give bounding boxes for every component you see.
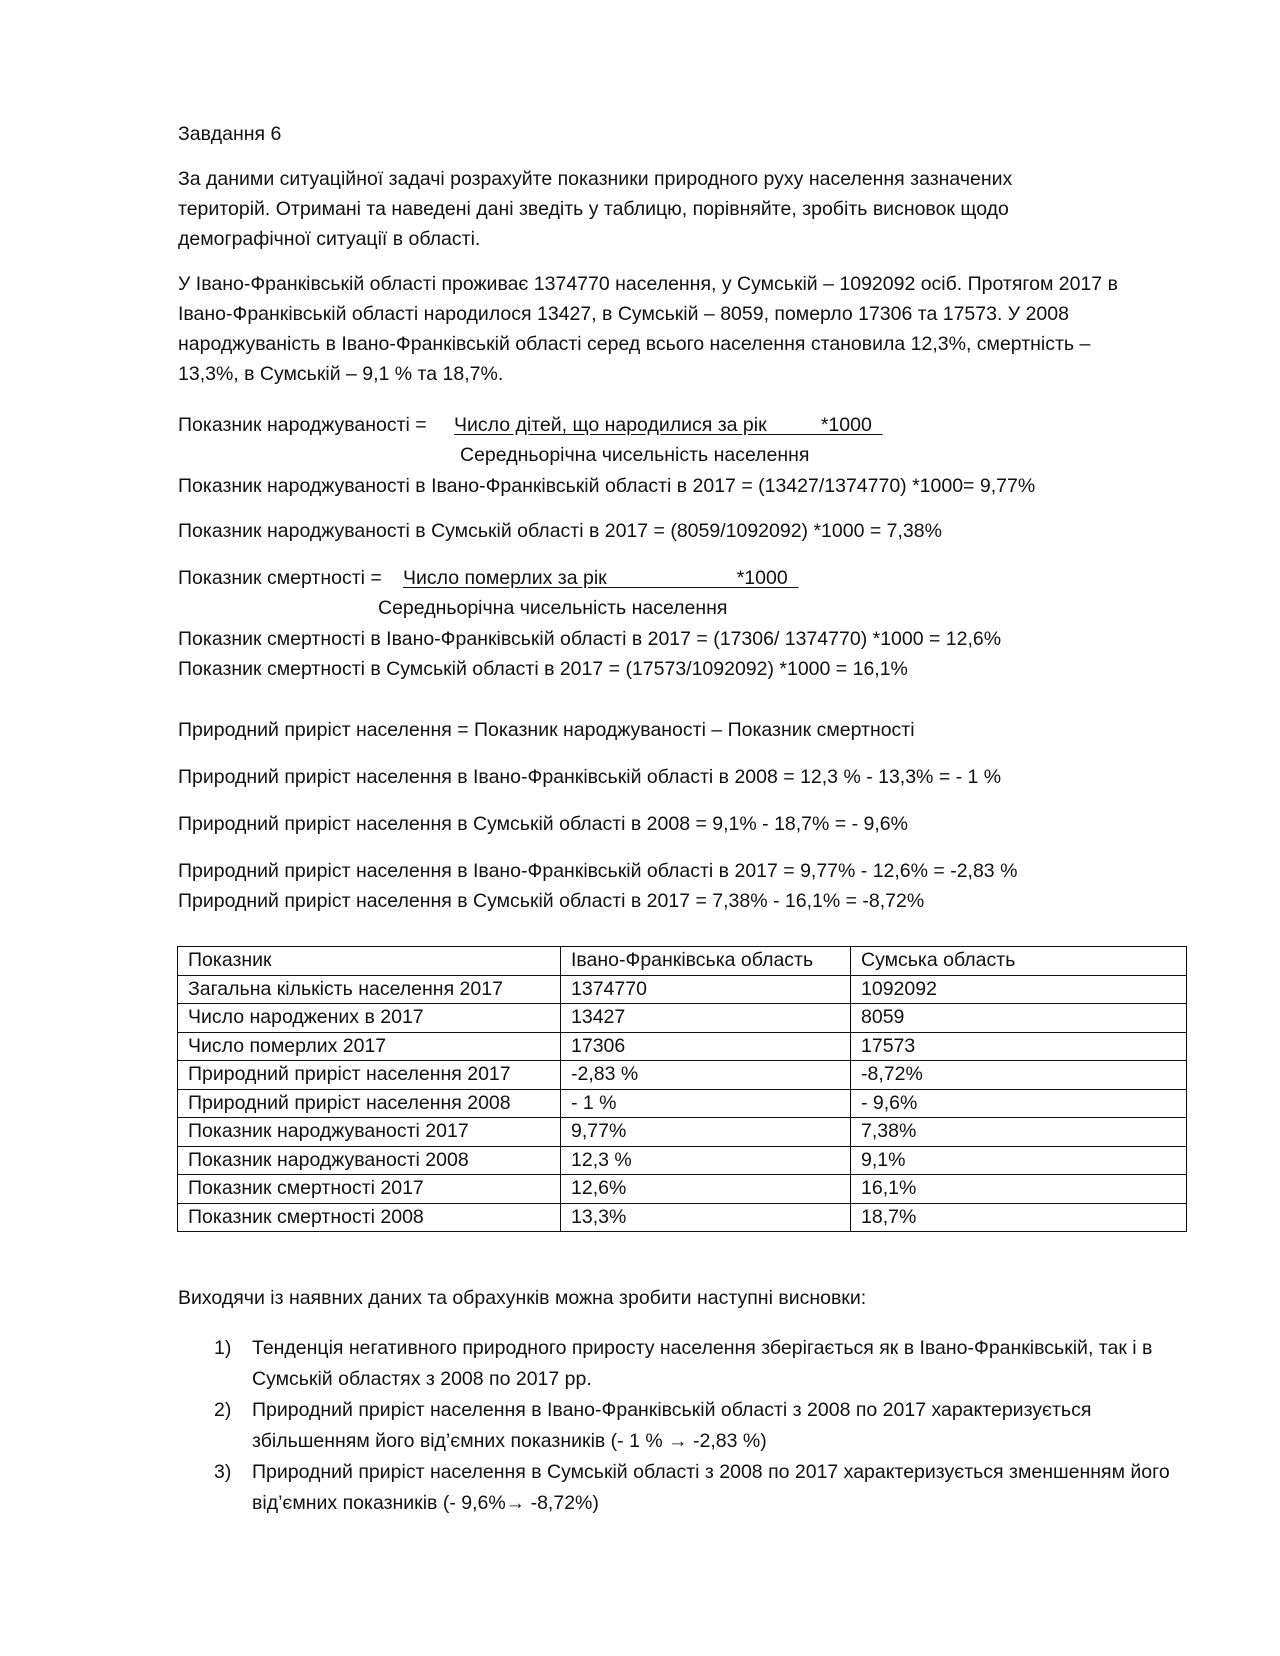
- conclusion-intro: Виходячи із наявних даних та обрахунків можна зробити наступні висновки:: [178, 1287, 867, 1309]
- birth-calc-sumy: Показник народжуваності в Сумській області в 2017 = (8059/1092092) *1000 = 7,38%: [178, 520, 942, 542]
- condition-line-2: Івано-Франківській області народилося 13427, в Сумській – 8059, померло 17306 та 17573. У 2008: [178, 303, 1069, 325]
- conclusion-text: Природний приріст населення в Івано-Франківській області з 2008 по 2017 характеризується збільшенням його від’ємних показників (- 1 % → -2,83 %): [252, 1399, 1092, 1452]
- summary-table: [177, 946, 1187, 1232]
- table-cell: Число народжених в 2017: [178, 1004, 561, 1033]
- table-cell: Загальна кількість населення 2017: [178, 975, 561, 1004]
- table-cell: 18,7%: [851, 1203, 1187, 1232]
- table-cell: 12,6%: [561, 1175, 851, 1204]
- table-row: [178, 1089, 1187, 1118]
- intro-line-1: За даними ситуаційної задачі розрахуйте показники природного руху населення зазначених: [178, 168, 1013, 190]
- table-row: [178, 975, 1187, 1004]
- table-cell: Число померлих 2017: [178, 1032, 561, 1061]
- death-formula-label: Показник смертності =: [178, 567, 382, 589]
- growth-formula: Природний приріст населення = Показник народжуваності – Показник смертності: [178, 719, 915, 741]
- table-row: [178, 1032, 1187, 1061]
- table-cell: 9,1%: [851, 1146, 1187, 1175]
- table-cell: - 1 %: [561, 1089, 851, 1118]
- table-cell: 13427: [561, 1004, 851, 1033]
- conclusion-text: Природний приріст населення в Сумській області з 2008 по 2017 характеризується зменшенням його від’ємних показників (- 9,6%→ -8,72%): [252, 1461, 1170, 1514]
- condition-line-3: народжуваність в Івано-Франківській області серед всього населення становила 12,3%, смертність –: [178, 333, 1091, 355]
- table-cell: 17306: [561, 1032, 851, 1061]
- table-cell: 7,38%: [851, 1118, 1187, 1147]
- conclusion-number: 2): [214, 1399, 232, 1421]
- birth-formula-numerator: Число дітей, що народилися за рік *1000: [454, 414, 883, 436]
- table-cell: Показник смертності 2017: [178, 1175, 561, 1204]
- death-calc-sumy: Показник смертності в Сумській області в 2017 = (17573/1092092) *1000 = 16,1%: [178, 658, 908, 680]
- growth-ivano-frankivsk-2017: Природний приріст населення в Івано-Франківській області в 2017 = 9,77% - 12,6% = -2,83 %: [178, 860, 1018, 882]
- table-header-row: [178, 947, 1187, 976]
- conclusion-number: 1): [214, 1337, 232, 1359]
- growth-sumy-2008: Природний приріст населення в Сумській області в 2008 = 9,1% - 18,7% = - 9,6%: [178, 813, 908, 835]
- table-header-cell: Показник: [178, 947, 561, 976]
- table-row: [178, 1175, 1187, 1204]
- birth-calc-ivano-frankivsk: Показник народжуваності в Івано-Франківській області в 2017 = (13427/1374770) *1000= 9,77%: [178, 475, 1036, 497]
- table-header-cell: Сумська область: [851, 947, 1187, 976]
- table-row: [178, 1061, 1187, 1090]
- growth-sumy-2017: Природний приріст населення в Сумській області в 2017 = 7,38% - 16,1% = -8,72%: [178, 890, 925, 912]
- table-row: [178, 1004, 1187, 1033]
- condition-line-1: У Івано-Франківській області проживає 1374770 населення, у Сумській – 1092092 осіб. Протягом 2017 в: [178, 273, 1118, 295]
- birth-formula-denominator: Середньорічна чисельність населення: [460, 444, 810, 466]
- intro-line-3: демографічної ситуації в області.: [178, 228, 481, 250]
- growth-ivano-frankivsk-2008: Природний приріст населення в Івано-Франківській області в 2008 = 12,3 % - 13,3% = - 1 %: [178, 766, 1002, 788]
- task-title: Завдання 6: [178, 123, 282, 145]
- conclusion-number: 3): [214, 1461, 232, 1483]
- death-formula-denominator: Середньорічна чисельність населення: [378, 597, 728, 619]
- table-header-cell: Івано-Франківська область: [561, 947, 851, 976]
- condition-line-4: 13,3%, в Сумській – 9,1 % та 18,7%.: [178, 363, 504, 385]
- table-cell: 17573: [851, 1032, 1187, 1061]
- table-cell: -8,72%: [851, 1061, 1187, 1090]
- table-cell: Показник смертності 2008: [178, 1203, 561, 1232]
- conclusion-text: Тенденція негативного природного приросту населення зберігається як в Івано-Франківській, так і в Сумській областях з 2008 по 2017 рр.: [252, 1337, 1153, 1390]
- table-row: [178, 1118, 1187, 1147]
- table-row: [178, 1203, 1187, 1232]
- table-cell: - 9,6%: [851, 1089, 1187, 1118]
- table-cell: 12,3 %: [561, 1146, 851, 1175]
- table-cell: Показник народжуваності 2017: [178, 1118, 561, 1147]
- table-cell: Природний приріст населення 2017: [178, 1061, 561, 1090]
- death-calc-ivano-frankivsk: Показник смертності в Івано-Франківській області в 2017 = (17306/ 1374770) *1000 = 12,6%: [178, 628, 1002, 650]
- table-cell: 8059: [851, 1004, 1187, 1033]
- table-cell: 13,3%: [561, 1203, 851, 1232]
- birth-formula-label: Показник народжуваності =: [178, 414, 427, 436]
- intro-line-2: територій. Отримані та наведені дані зведіть у таблицю, порівняйте, зробіть висновок щодо: [178, 198, 1009, 220]
- table-cell: 9,77%: [561, 1118, 851, 1147]
- table-cell: 16,1%: [851, 1175, 1187, 1204]
- table-cell: 1092092: [851, 975, 1187, 1004]
- table-cell: 1374770: [561, 975, 851, 1004]
- table-cell: Природний приріст населення 2008: [178, 1089, 561, 1118]
- table-cell: -2,83 %: [561, 1061, 851, 1090]
- table-row: [178, 1146, 1187, 1175]
- table-cell: Показник народжуваності 2008: [178, 1146, 561, 1175]
- death-formula-numerator: Число померлих за рік *1000: [403, 567, 799, 589]
